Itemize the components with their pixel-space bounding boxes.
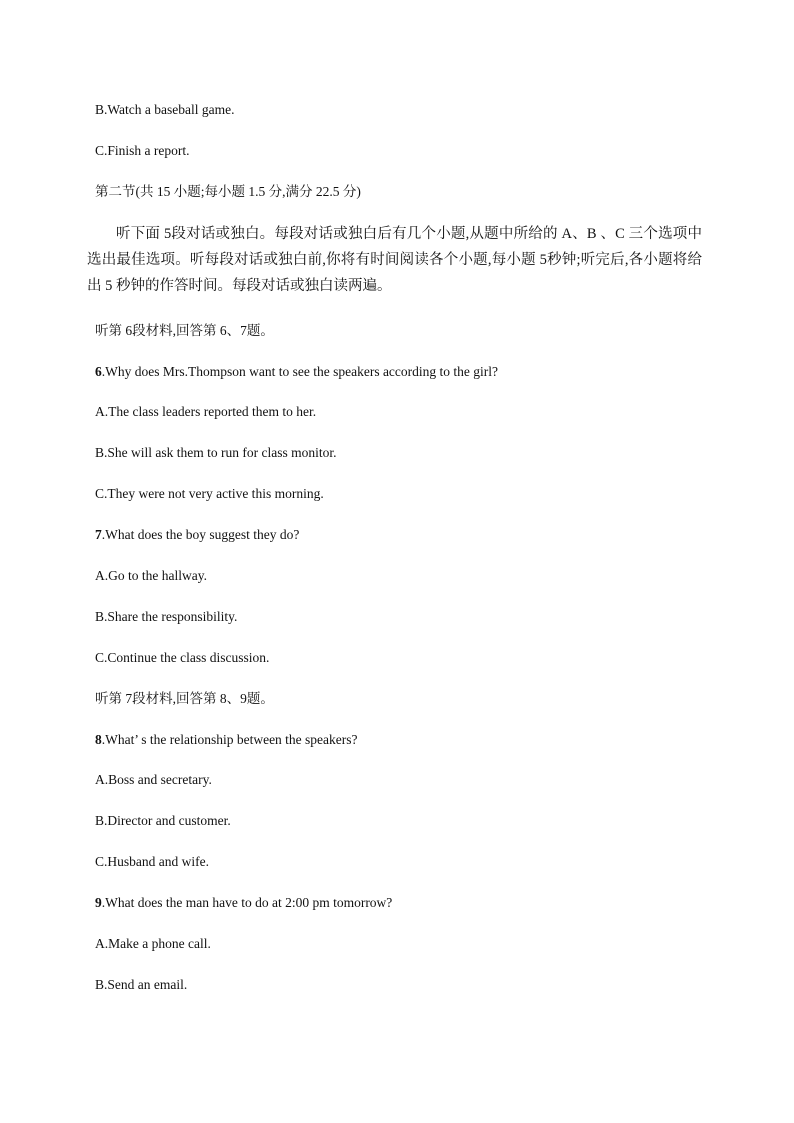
material-6-intro: 听第 6段材料,回答第 6、7题。 (95, 323, 274, 338)
section-instructions: 听下面 5段对话或独白。每段对话或独白后有几个小题,从题中所给的 A、B 、C 三个选项中选出最佳选项。听每段对话或独白前,你将有时间阅读各个小题,每小题 5秒钟;听完后,各小题将给出 5 秒钟的作答时间。每段对话或独白读两遍。 (87, 226, 702, 294)
q8-option-b: B.Director and customer. (95, 813, 231, 828)
question-text: .Why does Mrs.Thompson want to see the speakers according to the girl? (101, 364, 499, 379)
question-number: 8 (95, 732, 102, 747)
q6-option-b: B.She will ask them to run for class monitor. (95, 445, 337, 460)
q6-option-c: C.They were not very active this morning. (95, 486, 324, 501)
q8-option-c: C.Husband and wife. (95, 854, 209, 869)
q8-option-a: A.Boss and secretary. (95, 772, 212, 787)
question-number: 9 (95, 895, 102, 910)
question-8 (95, 731, 358, 749)
question-text: .What does the man have to do at 2:00 pm tomorrow? (101, 895, 393, 910)
question-9 (95, 894, 392, 912)
question-number: 7 (95, 527, 102, 542)
material-7-intro: 听第 7段材料,回答第 8、9题。 (95, 691, 274, 706)
q6-option-a: A.The class leaders reported them to her. (95, 404, 317, 419)
question-number: 6 (95, 364, 102, 379)
prev-option-c: C.Finish a report. (95, 143, 190, 158)
q9-option-a: A.Make a phone call. (95, 936, 211, 951)
q7-option-a: A.Go to the hallway. (95, 568, 207, 583)
question-text: .What’ s the relationship between the speakers? (101, 732, 358, 747)
question-6 (95, 363, 498, 381)
question-7 (95, 526, 299, 544)
prev-option-b: B.Watch a baseball game. (95, 102, 235, 117)
section-heading: 第二节(共 15 小题;每小题 1.5 分,满分 22.5 分) (95, 184, 361, 199)
q9-option-b: B.Send an email. (95, 977, 188, 992)
q7-option-c: C.Continue the class discussion. (95, 650, 270, 665)
question-text: .What does the boy suggest they do? (101, 527, 300, 542)
q7-option-b: B.Share the responsibility. (95, 609, 238, 624)
